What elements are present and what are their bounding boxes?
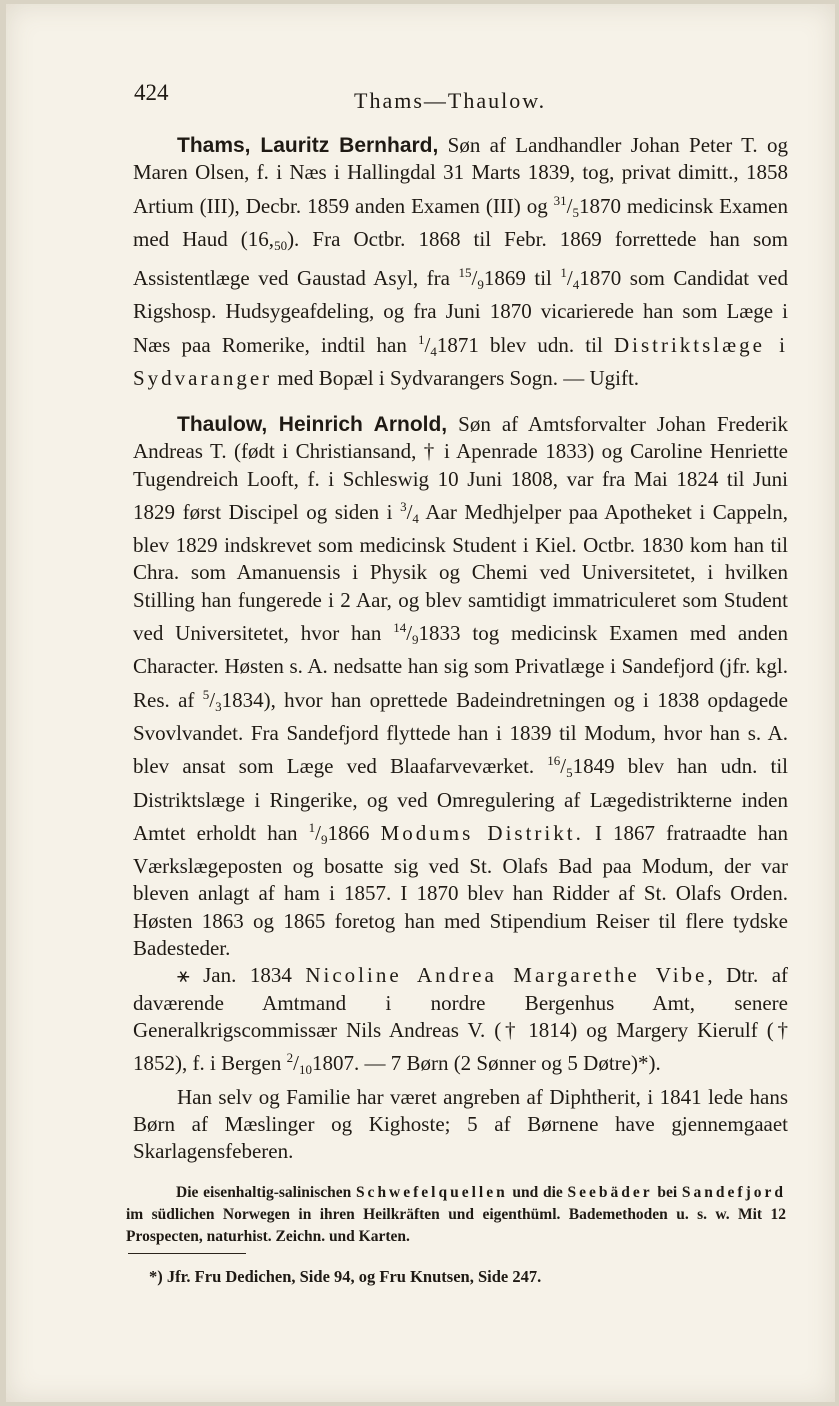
entry-paragraph: Thams, Lauritz Bernhard, Søn af Landhandler Johan Peter T. og Maren Olsen, f. i Næs i Hallingdal 31 Marts 1839, tog, privat dimitt., 1858 Artium (III), Decbr. 1859 anden Examen (III) og $^{31}/_51870$ medicinsk Examen med Haud $(16,_{50})$. Fra Octbr. 1868 til Febr. 1869 forrettede han som Assistentlæge ved Gaustad Asyl, fra $^{15}/_91869$ til $^1/_41870$ som Candidat ved Rigshosp. Hudsygeafdeling, og fra Juni 1870 vicarierede han som Læge i Næs paa Romerike, indtil han $^1/_41871$ blev udn. til Distriktslæge i Sydvaranger med Bopæl i Sydvarangers Sogn. — Ugift. [133,133,788,391]
publication-note: Die eisenhaltig-salinischen Schwefelquellen und die Seebäder bei Sandefjord im südlichen Norwegen in ihren Heilkräften und eigenthüml. Bademethoden u. s. w. Mit 12 Prospecten, naturhist. Zeichn. und Karten. [126,1184,786,1245]
entry-paragraph: Thaulow, Heinrich Arnold, Søn af Amtsforvalter Johan Frederik Andreas T. (født i Christiansand, † i Apenrade 1833) og Caroline Henriette Tugendreich Looft, f. i Schleswig 10 Juni 1808, var fra Mai 1824 til Juni 1829 først Discipel og siden i $^3/_4$ Aar Medhjelper paa Apotheket i Cappeln, blev 1829 indskrevet som medicinsk Student i Kiel. Octbr. 1830 kom han til Chra. som Amanuensis i Physik og Chemi ved Universitetet, i hvilken Stilling han fungerede i 2 Aar, og blev samtidigt immatriculeret som Student ved Universitetet, hvor han $^{14}/_91833$ tog medicinsk Examen med anden Character. Høsten s. A. nedsatte han sig som Privatlæge i Sandefjord (jfr. kgl. Res. af $^5/_31834$), hvor han oprettede Badeindretningen og i 1838 opdagede Svovlvandet. Fra Sandefjord flyttede han i 1839 til Modum, hvor han s. A. blev ansat som Læge ved Blaafarveværket. $^{16}/_51849$ blev han udn. til Distriktslæge i Ringerike, og ved Omregulering af Lægedistrikterne inden Amtet erholdt han $^1/_91866$ Modums Distrikt. I 1867 fratraadte han Værkslægeposten og bosatte sig ved St. Olafs Bad paa Modum, der var bleven anlagt af ham i 1857. I 1870 blev han Ridder af St. Olafs Orden. Høsten 1863 og 1865 foretog han med Stipendium Reiser til flere tydske Badesteder. [133,412,789,961]
running-head: Thams—Thaulow. [354,88,547,113]
marriage-paragraph: ⚹ Jan. 1834 Nicoline Andrea Margarethe Vibe, Dtr. af daværende Amtmand i nordre Bergenhus Amt, senere Generalkrigscommissær Nils Andreas V. († 1814) og Margery Kierulf († 1852), f. i Bergen $^2/_{10}1807$. — 7 Børn (2 Sønner og 5 Døtre)*). [133,963,789,1078]
entry-name: Thams, Lauritz Bernhard, [177,134,439,157]
page-number: 424 [134,80,169,105]
book-page [6,4,835,1402]
footnote: *) Jfr. Fru Dedichen, Side 94, og Fru Knutsen, Side 247. [149,1267,542,1286]
entry-name: Thaulow, Heinrich Arnold, [177,413,448,436]
footnote-rule [128,1253,246,1254]
entry-thaulow [133,411,788,1165]
illness-paragraph: Han selv og Familie har været angreben af Diphtherit, i 1841 lede hans Børn af Mæslinger og Kighoste; 5 af Børnene have gjennemgaaet Skarlagensfeberen. [133,1084,788,1164]
entry-thams [133,132,788,392]
